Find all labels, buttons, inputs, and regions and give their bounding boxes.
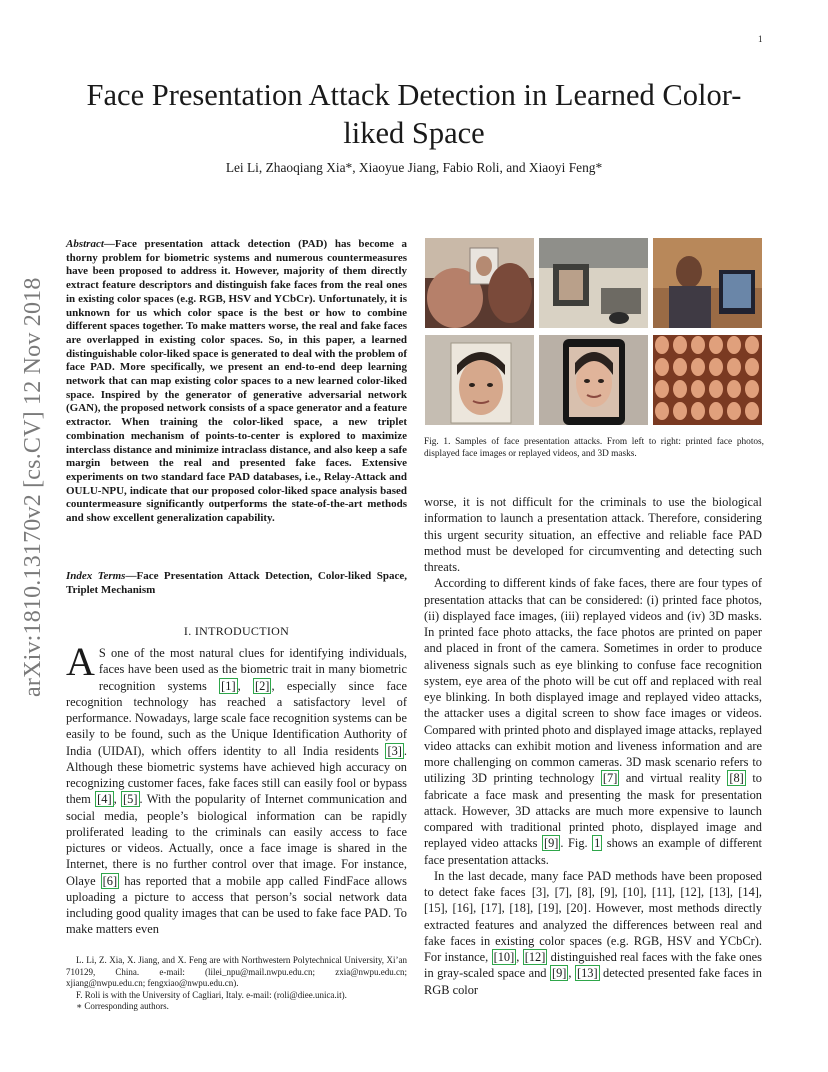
citation-link[interactable]: [8] (729, 771, 744, 786)
page-number: 1 (758, 34, 763, 44)
author-list: Lei Li, Zhaoqiang Xia*, Xiaoyue Jiang, Fabio Roli, and Xiaoyi Feng* (225, 160, 603, 175)
index-terms-label: Index Terms (66, 570, 126, 582)
printed-photo-attack-image (425, 238, 534, 328)
right-column-text (424, 494, 762, 998)
intro-text: has reported that a mobile app called FindFace allows uploading a picture to access that person’s social network data including good quality images that can be used to fake face PAD. To make matters even (66, 873, 408, 937)
body-text: shows an example of different face presentation attacks. (424, 836, 762, 867)
body-text: to fabricate a face mask and presenting the mask for presentation attack. However, 3D attacks are much more expensive to launch compared with traditional printed photo, displayed image and replayed video attacks (424, 771, 762, 851)
intro-text: . Although these biometric systems have achieved high accuracy on recognizing customer faces, fake faces still can easily fool or bypass them (66, 743, 407, 807)
body-text: According to different kinds of fake faces, there are four types of presentation attacks that can be considered: (i) printed face photos, (ii) displayed face images, (iii) replayed videos and (iv) 3D masks. In printed face photo attacks, the face photos are printed on paper and placed in front of the camera. Sometimes in order to produce aliveness signals such as eye blinking to confuse face recognition system, eye area of the photo will be cut off and replaced with real eye blinking. In both displayed image and replayed video attacks, the attacker uses a digital screen to show face images or videos. Compared with printed photo and displayed image attacks, replayed video attacks can exhibit motion and liveness information and are more challenging on common cameras. 3D mask scenario refers to utilizing 3D printing technology (424, 576, 762, 786)
figure-1 (425, 238, 762, 426)
footnote-affiliation-roli: F. Roli is with the University of Cagliari, Italy. e-mail: (roli@diee.unica.it). (76, 989, 347, 1000)
footnotes (66, 955, 407, 1013)
citation-link[interactable]: [13] (576, 966, 598, 981)
body-text: distinguished real faces with the fake ones in gray-scaled space and (424, 950, 762, 981)
arxiv-identifier: arXiv:1810.13170v2 [cs.CV] 12 Nov 2018 (20, 277, 46, 697)
citation-link[interactable]: [1] (221, 678, 236, 693)
citation-link[interactable]: [3], [7], [8], [9], [10], [11], [12], [13], [14], [15], [16], [17], [18], [19], [20] (424, 885, 762, 916)
printed-face-photo-image (425, 335, 534, 425)
photo-on-desk-attack-image (539, 238, 648, 328)
section-heading-introduction: I. INTRODUCTION (183, 624, 290, 638)
citation-link[interactable]: [2] (254, 678, 270, 693)
index-terms-text: —Face Presentation Attack Detection, Color-liked Space, Triplet Mechanism (66, 570, 407, 596)
intro-text: , especially since face recognition technology has reached a satisfactory level of performance. Nowadays, large scale face recognition systems can be easily to be found, such as the Unique Identification Authority of India (UIDAI), which offers identity to all India residents (66, 678, 408, 758)
body-text: . However, most methods directly extracted features and analyzed the differences between real and fake faces in existing color spaces (e.g. RGB, HSV and YCbCr). For instance, (424, 901, 762, 964)
body-text: In the last decade, many face PAD methods have been proposed to detect fake faces (424, 868, 762, 899)
citation-link[interactable]: [5] (123, 792, 138, 807)
citation-link[interactable]: [10] (493, 950, 515, 964)
replay-video-attack-image (653, 238, 762, 328)
displayed-face-image (539, 335, 648, 425)
introduction-paragraph (66, 639, 408, 938)
footnote-affiliation: L. Li, Z. Xia, X. Jiang, and X. Feng are with Northwestern Polytechnical University, Xi’an 710129, China. e-mail: (lilei_npu@mail.nwpu.edu.cn; zxia@nwpu.edu.cn; xjiang@nwpu.edu.cn; fengxiao@nwpu.edu.cn). (66, 955, 407, 988)
paragraph (424, 494, 762, 575)
body-text: detected presented fake faces in RGB color (424, 966, 762, 997)
citation-link[interactable]: [9] (543, 836, 559, 851)
body-text: . Fig. (560, 836, 593, 851)
paragraph (424, 575, 762, 868)
body-text: and virtual reality (619, 771, 728, 786)
intro-text: , (237, 678, 253, 693)
abstract (66, 238, 407, 526)
abstract-text: —Face presentation attack detection (PAD) has become a thorny problem for biometric systems and numerous countermeasures have been proposed to address it. However, majority of them directly extract feature descriptors and distinguish fake faces from the real ones in existing color spaces (e.g. RGB, HSV and YCbCr). Unfortunately, it is unknown for us which color space is the best or how to combine different spaces together. To make matters worse, the real and fake faces are overlapped in existing color spaces. So, in this paper, a learned distinguishable color-liked space is generated to deal with the problem of face PAD. More specifically, we present an end-to-end deep learning network that can map existing color spaces to a new learned color-liked space. Inspired by the generator of generative adversarial network (GAN), the proposed network consists of a space generator and a feature extractor. When training the color-liked space, a new triplet combination mechanism of points-to-center is explored to maximize interclass distance and minimize intraclass distance, and also keep a safe margin between the real and presented fake faces. Extensive experiments on two standard face PAD databases, i.e., Relay-Attack and OULU-NPU, indicate that our proposed color-liked space analysis based countermeasure significantly outperforms the state-of-the-art methods and show excellent generalization capability. (66, 238, 407, 525)
abstract-label: Abstract (66, 238, 104, 250)
citation-link[interactable]: [9] (551, 966, 567, 981)
body-text: , (516, 950, 523, 964)
intro-text: S one of the most natural clues for identifying individuals, faces have been used as the biometric trait in many biometric recognition systems (98, 646, 407, 693)
citation-link[interactable]: [12] (524, 950, 546, 964)
citation-link[interactable]: [4] (97, 792, 112, 807)
body-text: worse, it is not difficult for the criminals to use the biological information to launch a presentation attack. Therefore, considering this urgent security situation, an effective and reliable face PAD method must be developed for circumventing and detecting such threats. (424, 495, 762, 574)
intro-text: . With the popularity of Internet communication and social media, people’s biological information can be rapidly proliferated leading to the criminals can easily access to face pictures or videos. Actually, once a face image is shared in the Internet, there is no further control over that image. For instance, Olaye (66, 792, 407, 888)
paper-title: Face Presentation Attack Detection in Learned Color-liked Space (86, 78, 742, 150)
body-text: , (568, 966, 575, 981)
index-terms (66, 570, 407, 597)
citation-link[interactable]: [6] (102, 873, 118, 888)
intro-text: , (113, 792, 122, 807)
3d-mask-grid-image (653, 335, 762, 425)
citation-link[interactable]: [7] (602, 771, 618, 786)
figure-caption: Fig. 1. Samples of face presentation attacks. From left to right: printed face photos, displayed face images or replayed videos, and 3D masks. (424, 437, 764, 459)
drop-cap: A (66, 639, 95, 684)
footnote-corresponding: ∗ Corresponding authors. (76, 1001, 169, 1011)
citation-link[interactable]: [3] (387, 743, 402, 758)
paragraph (424, 868, 762, 998)
figure-reference-link[interactable]: 1 (594, 836, 601, 851)
